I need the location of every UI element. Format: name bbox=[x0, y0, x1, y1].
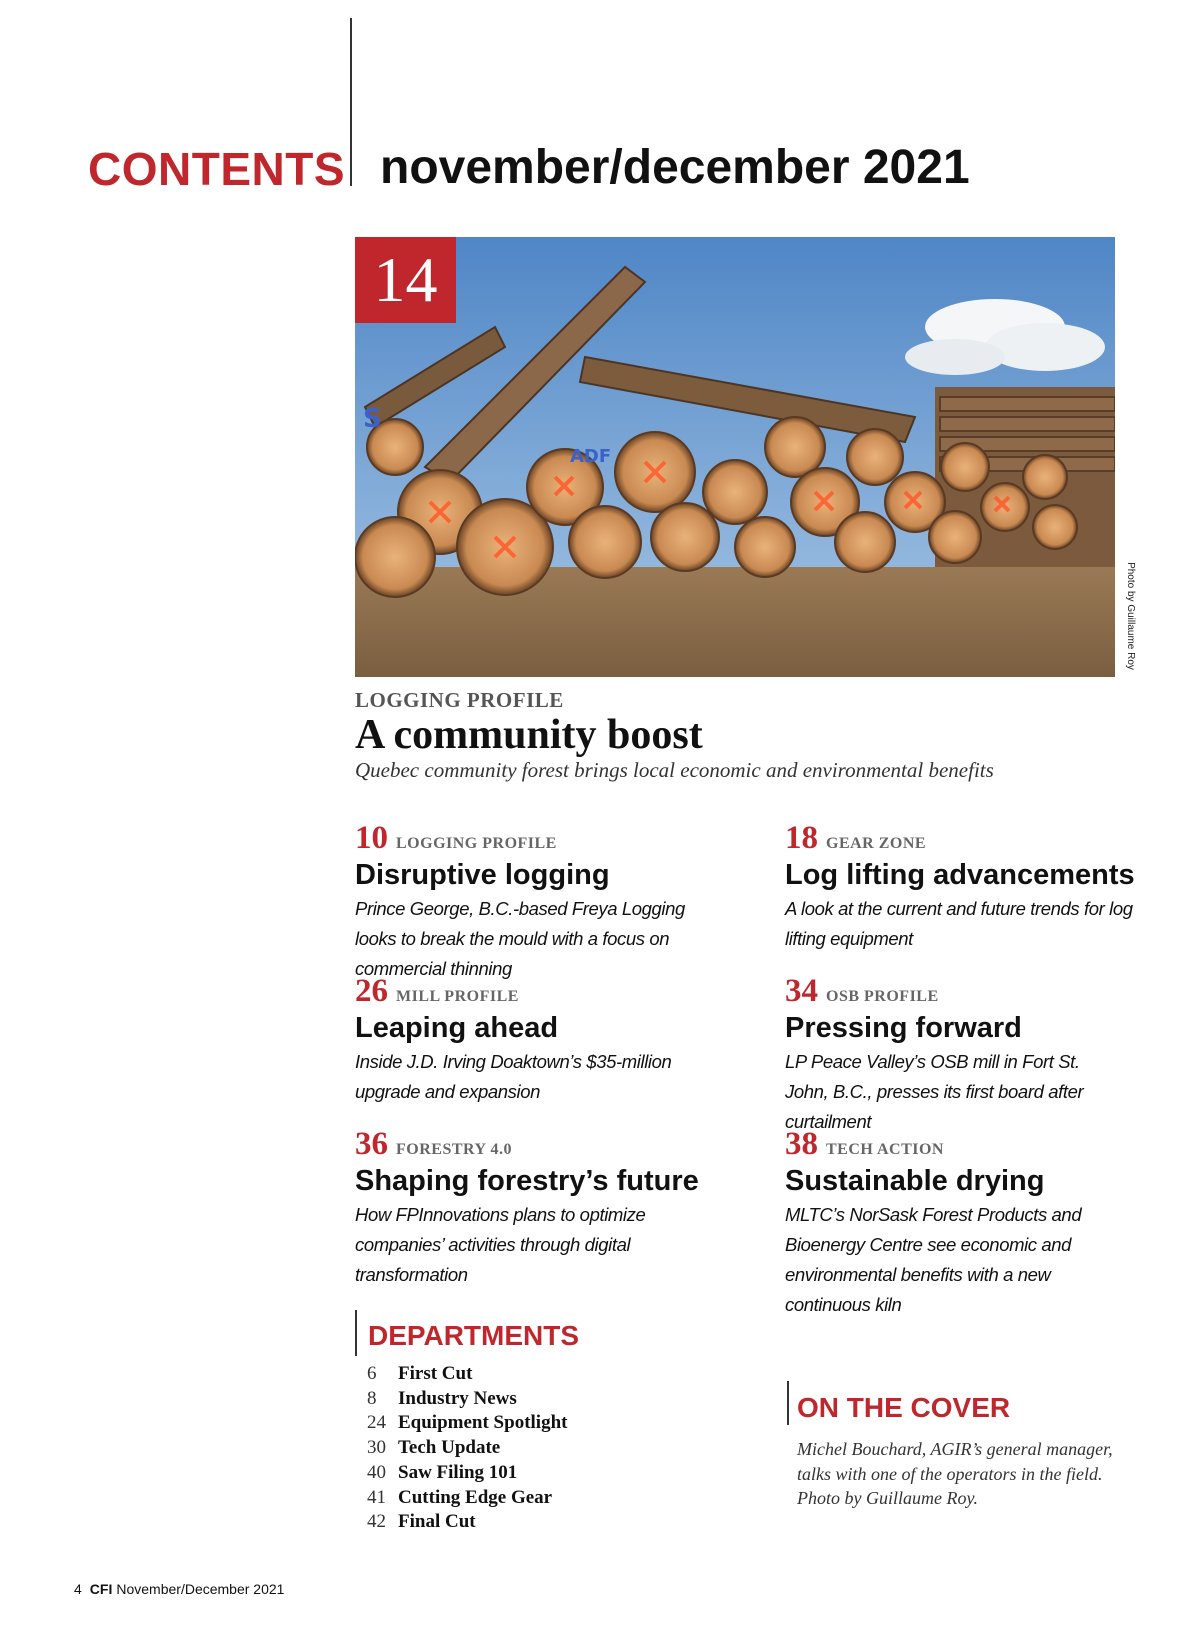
department-item[interactable] bbox=[367, 1411, 567, 1436]
department-page: 30 bbox=[367, 1437, 386, 1459]
department-page: 42 bbox=[367, 1511, 386, 1533]
cover-story-description: Quebec community forest brings local economic and environmental benefits bbox=[355, 758, 994, 782]
story-description: Prince George, B.C.-based Freya Logging looks to break the mould with a focus on commercial thinning bbox=[355, 898, 685, 979]
department-page: 6 bbox=[367, 1363, 377, 1384]
issue-date: november/december 2021 bbox=[380, 141, 970, 194]
story-description: Inside J.D. Irving Doaktown’s $35-million upgrade and expansion bbox=[355, 1051, 672, 1102]
story-entry[interactable] bbox=[785, 820, 1155, 954]
department-name: Tech Update bbox=[398, 1437, 501, 1459]
department-name: First Cut bbox=[398, 1363, 473, 1384]
story-page-number: 34 bbox=[785, 973, 818, 1009]
story-title[interactable]: Disruptive logging bbox=[355, 859, 610, 891]
department-page: 40 bbox=[367, 1461, 386, 1483]
department-page: 24 bbox=[367, 1412, 386, 1434]
department-page: 8 bbox=[367, 1387, 377, 1409]
svg-text:S: S bbox=[363, 404, 382, 434]
department-name: Saw Filing 101 bbox=[398, 1461, 518, 1483]
story-entry[interactable] bbox=[785, 1126, 1155, 1320]
story-title[interactable]: Log lifting advancements bbox=[785, 859, 1135, 891]
page-footer bbox=[74, 1581, 284, 1597]
department-name: Final Cut bbox=[398, 1511, 476, 1533]
contents-label: CONTENTS bbox=[88, 143, 345, 195]
story-section: GEAR ZONE bbox=[826, 835, 927, 852]
cover-story-page-number: 14 bbox=[355, 237, 456, 323]
story-title[interactable]: Pressing forward bbox=[785, 1012, 1022, 1044]
on-the-cover-text: Michel Bouchard, AGIR’s general manager, talks with one of the operators in the field. Photo by Guillaume Roy. bbox=[797, 1439, 1113, 1508]
cover-story-kicker: LOGGING PROFILE bbox=[355, 688, 564, 712]
story-section: LOGGING PROFILE bbox=[396, 835, 557, 852]
story-entry[interactable] bbox=[355, 1126, 725, 1290]
on-the-cover-divider bbox=[787, 1381, 789, 1425]
story-description: LP Peace Valley’s OSB mill in Fort St. John, B.C., presses its first board after curtailment bbox=[785, 1051, 1084, 1132]
story-title[interactable]: Sustainable drying bbox=[785, 1165, 1045, 1197]
log-pile-photo bbox=[355, 237, 1115, 677]
cover-story-photo[interactable] bbox=[355, 237, 1115, 677]
department-item[interactable] bbox=[367, 1362, 567, 1387]
story-entry[interactable] bbox=[355, 973, 725, 1107]
footer-brand: CFI bbox=[89, 1581, 113, 1597]
department-item[interactable] bbox=[367, 1461, 567, 1486]
story-page-number: 26 bbox=[355, 973, 388, 1009]
story-description: A look at the current and future trends for log lifting equipment bbox=[785, 898, 1133, 949]
story-section: TECH ACTION bbox=[826, 1141, 944, 1158]
department-name: Equipment Spotlight bbox=[398, 1412, 568, 1434]
story-entry[interactable] bbox=[785, 973, 1155, 1137]
department-item[interactable] bbox=[367, 1436, 567, 1461]
department-item[interactable] bbox=[367, 1486, 567, 1511]
story-title[interactable]: Shaping forestry’s future bbox=[355, 1165, 699, 1197]
story-section: OSB PROFILE bbox=[826, 988, 939, 1005]
story-page-number: 38 bbox=[785, 1126, 818, 1162]
department-item[interactable] bbox=[367, 1510, 567, 1535]
footer-page-number: 4 bbox=[74, 1581, 82, 1597]
story-page-number: 18 bbox=[785, 820, 818, 856]
department-item[interactable] bbox=[367, 1387, 567, 1412]
departments-list bbox=[367, 1362, 567, 1535]
svg-text:ADF: ADF bbox=[570, 446, 612, 467]
departments-heading: DEPARTMENTS bbox=[368, 1320, 580, 1351]
departments-divider bbox=[355, 1310, 357, 1356]
story-description: How FPInnovations plans to optimize companies’ activities through digital transformation bbox=[355, 1204, 646, 1285]
story-section: MILL PROFILE bbox=[396, 988, 519, 1005]
story-section: FORESTRY 4.0 bbox=[396, 1141, 512, 1158]
story-entry[interactable] bbox=[355, 820, 725, 984]
department-page: 41 bbox=[367, 1486, 386, 1508]
footer-issue: November/December 2021 bbox=[116, 1581, 285, 1597]
story-page-number: 10 bbox=[355, 820, 388, 856]
cover-story-title[interactable]: A community boost bbox=[355, 712, 703, 758]
story-title[interactable]: Leaping ahead bbox=[355, 1012, 559, 1044]
story-page-number: 36 bbox=[355, 1126, 388, 1162]
on-the-cover-heading: ON THE COVER bbox=[797, 1392, 1011, 1423]
department-name: Industry News bbox=[398, 1387, 517, 1409]
header-divider bbox=[350, 18, 352, 186]
story-description: MLTC’s NorSask Forest Products and Bioenergy Centre see economic and environmental benefits with a new continuous kiln bbox=[785, 1204, 1082, 1315]
department-name: Cutting Edge Gear bbox=[398, 1486, 553, 1508]
photo-credit: Photo by Guillaume Roy bbox=[1125, 562, 1136, 670]
